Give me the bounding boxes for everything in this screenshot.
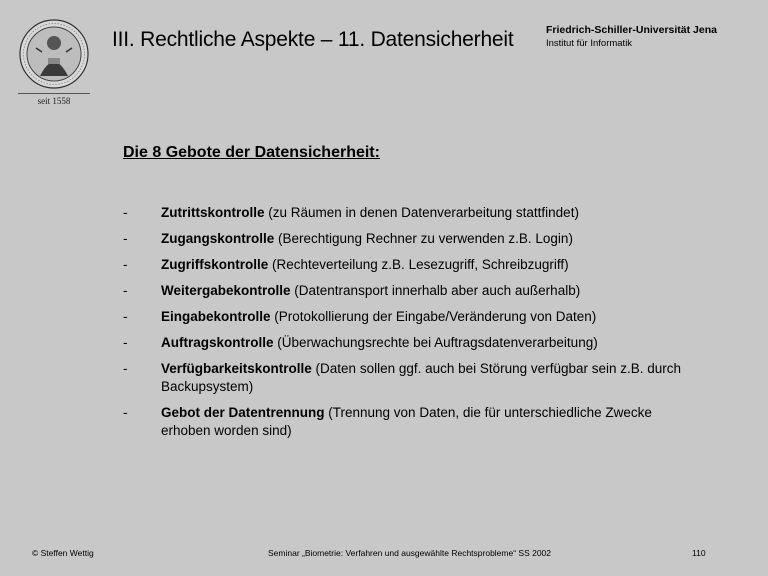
item-description: (Berechtigung Rechner zu verwenden z.B. Login) — [274, 231, 573, 246]
list-item — [123, 230, 683, 248]
item-term: Gebot der Datentrennung — [161, 405, 325, 420]
list-item — [123, 308, 683, 326]
item-description: (Daten sollen ggf. auch bei Störung verfügbar sein z.B. durch Backupsystem) — [161, 361, 682, 394]
footer-page-number: 110 — [692, 548, 706, 558]
list-item — [123, 334, 683, 352]
item-description: (zu Räumen in denen Datenverarbeitung stattfindet) — [264, 205, 579, 220]
list-item — [123, 360, 683, 396]
list-item — [123, 256, 683, 274]
item-description: (Datentransport innerhalb aber auch außerhalb) — [290, 283, 581, 298]
bullet-dash: - — [123, 361, 128, 376]
university-name: Friedrich-Schiller-Universität Jena — [546, 24, 717, 36]
item-term: Weitergabekontrolle — [161, 283, 291, 298]
list-item — [123, 404, 683, 440]
list-item — [123, 282, 683, 300]
footer-seminar: Seminar „Biometrie: Verfahren und ausgewählte Rechtsprobleme“ SS 2002 — [268, 548, 552, 558]
item-description: (Trennung von Daten, die für unterschiedliche Zwecke erhoben worden sind) — [161, 405, 652, 438]
university-seal-logo — [18, 18, 90, 90]
bullet-dash: - — [123, 335, 128, 350]
rules-list — [123, 204, 683, 448]
bullet-dash: - — [123, 405, 128, 420]
item-term: Zutrittskontrolle — [161, 205, 265, 220]
item-description: (Überwachungsrechte bei Auftragsdatenverarbeitung) — [273, 335, 598, 350]
item-term: Zugangskontrolle — [161, 231, 275, 246]
bullet-dash: - — [123, 283, 128, 298]
institute-name: Institut für Informatik — [546, 38, 633, 49]
bullet-dash: - — [123, 309, 128, 324]
seal-divider — [18, 93, 90, 94]
bullet-dash: - — [123, 205, 128, 220]
slide-title: III. Rechtliche Aspekte – 11. Datensicherheit — [112, 28, 514, 51]
footer-author: © Steffen Wettig — [32, 548, 94, 558]
item-term: Auftragskontrolle — [161, 335, 274, 350]
item-description: (Rechteverteilung z.B. Lesezugriff, Schreibzugriff) — [268, 257, 569, 272]
item-term: Verfügbarkeitskontrolle — [161, 361, 312, 376]
list-item — [123, 204, 683, 222]
bullet-dash: - — [123, 257, 128, 272]
item-description: (Protokollierung der Eingabe/Veränderung von Daten) — [270, 309, 597, 324]
bullet-dash: - — [123, 231, 128, 246]
seal-caption: seit 1558 — [37, 96, 71, 106]
content-heading: Die 8 Gebote der Datensicherheit: — [123, 144, 380, 161]
item-term: Zugriffskontrolle — [161, 257, 269, 272]
item-term: Eingabekontrolle — [161, 309, 271, 324]
